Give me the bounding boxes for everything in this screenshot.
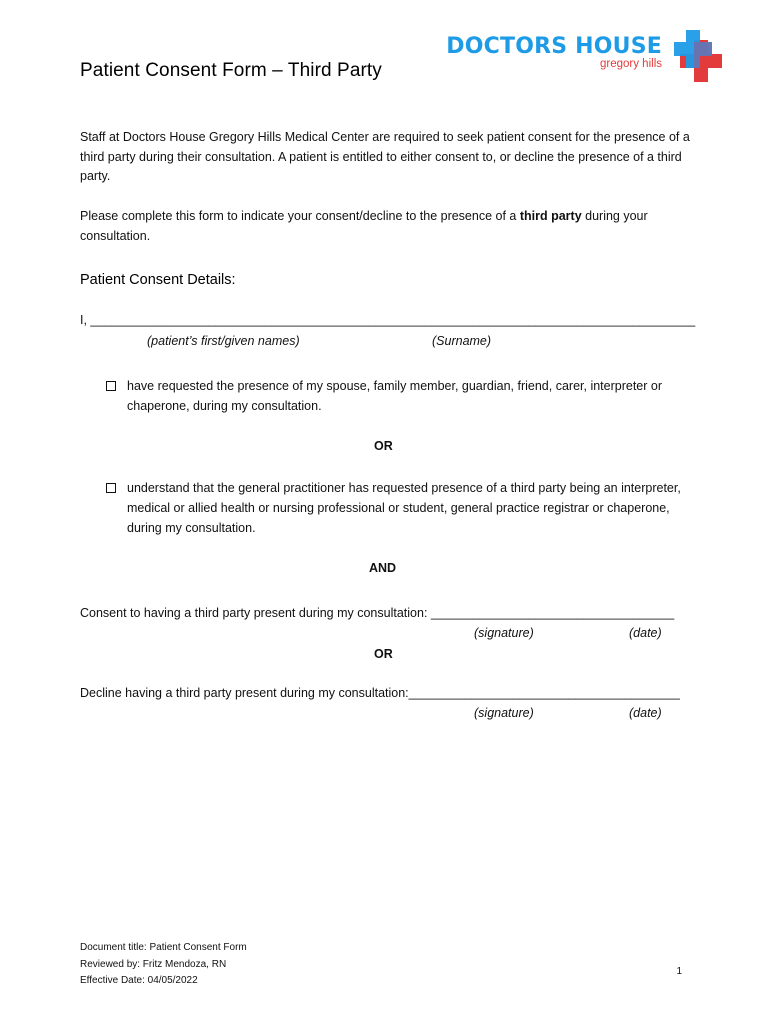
intro-paragraph: Staff at Doctors House Gregory Hills Medical Center are required to seek patient consent for the presence of a third party during their consultation. A patient is entitled to either consent to, or decline the presence of a third party. xyxy=(80,130,690,183)
footer-reviewed-by: Reviewed by: Fritz Mendoza, RN xyxy=(80,958,227,970)
decline-line[interactable] xyxy=(80,686,680,700)
consent-signature-hint: (signature) xyxy=(474,626,534,640)
option-patient-request-checkbox[interactable] xyxy=(106,381,116,391)
name-prefix: I, xyxy=(80,313,91,327)
instruction-paragraph xyxy=(80,207,700,246)
decline-signature-field[interactable]: _______________________________________ xyxy=(408,686,680,700)
decline-date-hint: (date) xyxy=(629,706,662,720)
decline-signature-hint: (signature) xyxy=(474,706,534,720)
option-gp-request-checkbox[interactable] xyxy=(106,483,116,493)
consent-label: Consent to having a third party present during my consultation: xyxy=(80,606,431,620)
page-number: 1 xyxy=(676,966,682,977)
option-gp-request-text: understand that the general practitioner has requested presence of a third party being an interpreter, medical or allied health or nursing professional or student, general practice registrar or chaperone, during my consultation. xyxy=(127,481,681,535)
or-separator-2: OR xyxy=(374,647,393,661)
instruction-text-end: during your consultation. xyxy=(80,209,648,243)
doctors-house-logo xyxy=(446,26,728,86)
patient-name-line[interactable] xyxy=(80,313,695,327)
decline-label: Decline having a third party present during my consultation: xyxy=(80,686,409,700)
logo-name: DOCTORS HOUSE xyxy=(446,34,662,59)
footer-document-title: Document title: Patient Consent Form xyxy=(80,942,247,953)
and-separator: AND xyxy=(369,561,397,575)
instruction-emphasis: third party xyxy=(519,209,582,223)
section-heading: Patient Consent Details: xyxy=(80,272,236,288)
instruction-text: Please complete this form to indicate your consent/decline to the presence of a xyxy=(80,209,520,223)
footer-effective-date: Effective Date: 04/05/2022 xyxy=(80,975,198,986)
option-patient-request-text: have requested the presence of my spouse, family member, guardian, friend, carer, interpreter or chaperone, during my consultation. xyxy=(127,379,662,413)
consent-signature-field[interactable]: ___________________________________ xyxy=(430,606,675,620)
consent-date-hint: (date) xyxy=(629,626,662,640)
medical-cross-icon xyxy=(664,26,728,86)
logo-subtitle: gregory hills xyxy=(600,58,662,70)
surname-hint: (Surname) xyxy=(432,334,492,348)
page-title: Patient Consent Form – Third Party xyxy=(80,60,382,81)
consent-line[interactable] xyxy=(80,606,674,620)
or-separator: OR xyxy=(374,439,393,453)
document-footer xyxy=(80,940,247,990)
given-names-hint: (patient’s first/given names) xyxy=(147,334,300,348)
name-underline[interactable]: _______________________________________________________________________________________ xyxy=(90,313,696,327)
